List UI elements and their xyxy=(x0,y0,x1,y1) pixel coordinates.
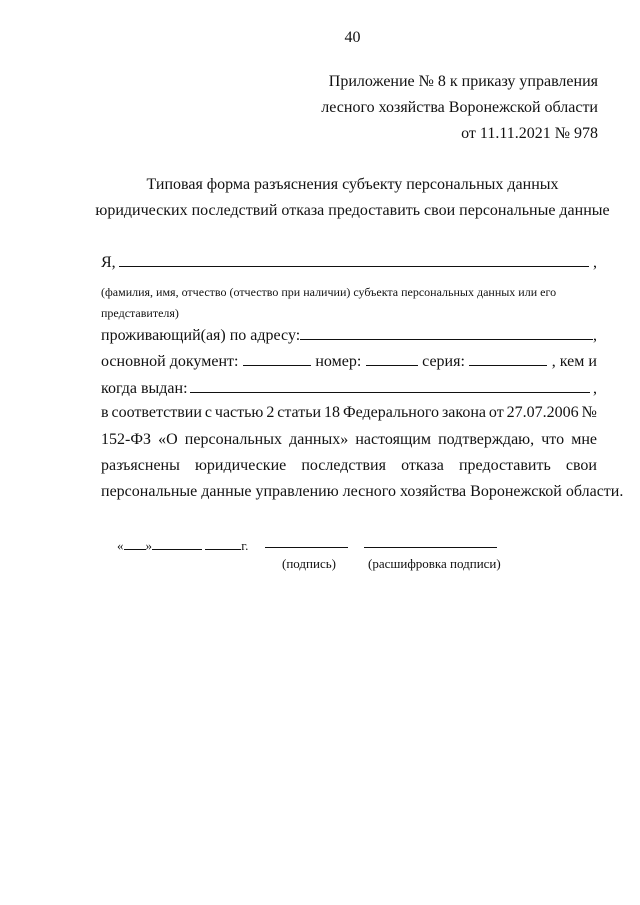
address-comma: , xyxy=(593,327,597,344)
series-field[interactable] xyxy=(469,352,547,366)
signature-decode-label: (расшифровка подписи) xyxy=(368,556,501,571)
issued-field[interactable] xyxy=(190,379,590,393)
issued-comma: , xyxy=(593,380,597,397)
issued-row xyxy=(101,379,597,398)
number-label: номер: xyxy=(315,353,362,370)
body-line-1: в соответствии с частью 2 статьи 18 Федерального закона от 27.07.2006 № xyxy=(101,404,597,421)
signature-row: « » г. xyxy=(117,538,249,553)
series-label: серия: xyxy=(422,353,465,370)
name-hint-line-1: (фамилия, имя, отчество (отчество при наличии) субъекта персональных данных или его xyxy=(101,285,557,299)
address-field[interactable] xyxy=(300,326,593,340)
day-field[interactable] xyxy=(124,536,146,550)
signature-decode-field[interactable] xyxy=(364,547,497,548)
address-row xyxy=(101,326,597,345)
doc-field[interactable] xyxy=(243,352,311,366)
name-row xyxy=(101,253,597,272)
signature-label: (подпись) xyxy=(282,556,336,571)
year-field[interactable] xyxy=(205,536,241,550)
page-number: 40 xyxy=(344,29,361,46)
document-row xyxy=(101,352,597,371)
name-field[interactable] xyxy=(119,253,589,267)
address-label: проживающий(ая) по адресу: xyxy=(101,327,301,344)
body-line-3: разъяснены юридические последствия отказа предоставить свои xyxy=(101,457,597,474)
appendix-line-3: от 11.11.2021 № 978 xyxy=(461,125,598,142)
body-line-4: персональные данные управлению лесного хозяйства Воронежской области. xyxy=(101,483,624,500)
doc-label: основной документ: xyxy=(101,353,239,370)
month-field[interactable] xyxy=(152,536,202,550)
number-field[interactable] xyxy=(366,352,418,366)
appendix-line-2: лесного хозяйства Воронежской области xyxy=(321,99,598,116)
ya-label: Я, xyxy=(101,254,116,271)
form-title-line-1: Типовая форма разъяснения субъекту персональных данных xyxy=(146,176,559,193)
issued-label-1: , кем и xyxy=(551,353,597,370)
body-line-2: 152-ФЗ «О персональных данных» настоящим подтверждаю, что мне xyxy=(101,431,597,448)
issued-label-2: когда выдан: xyxy=(101,380,188,397)
form-title-line-2: юридических последствий отказа предоставить свои персональные данные xyxy=(95,202,610,219)
appendix-line-1: Приложение № 8 к приказу управления xyxy=(328,73,598,90)
signature-field[interactable] xyxy=(265,547,348,548)
name-comma: , xyxy=(592,254,597,271)
name-hint-line-2: представителя) xyxy=(101,306,179,320)
